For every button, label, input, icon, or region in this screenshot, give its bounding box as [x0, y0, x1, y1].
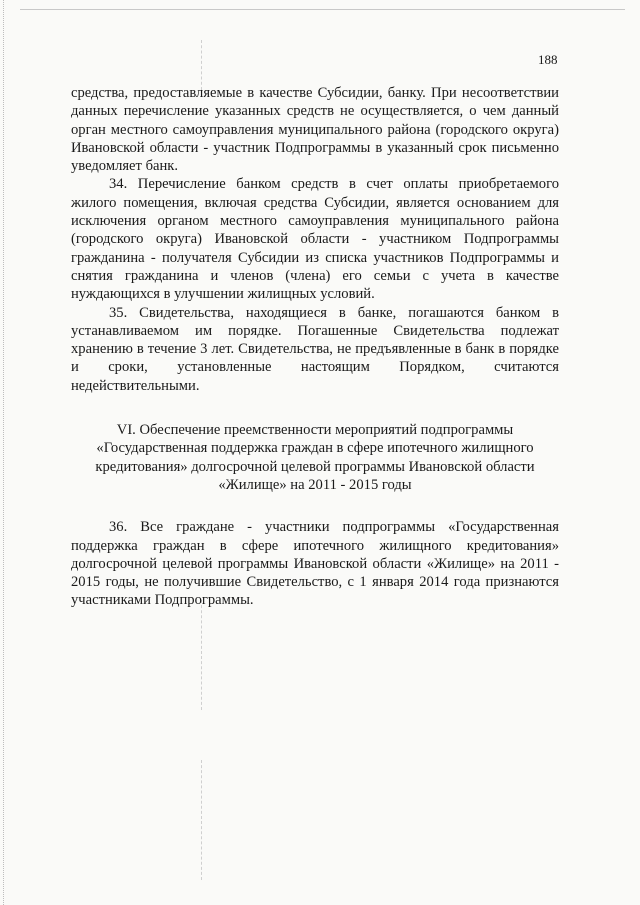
scan-left-edge	[3, 0, 4, 905]
paragraph-34: 34. Перечисление банком средств в счет оплаты приобретаемого жилого помещения, включая средства Субсидии, является основанием для исключения органом местного самоуправления муниципального района (городского округа) Ивановской области - участником Подпрограммы гражданина - получателя Субсидии из списка участников Подпрограммы и снятия гражданина и членов (члена) его семьи с учета в качестве нуждающихся в улучшении жилищных условий.	[71, 176, 559, 303]
paragraph-35: 35. Свидетельства, находящиеся в банке, погашаются банком в устанавливаемом им порядке. Погашенные Свидетельства подлежат хранению в течение 3 лет. Свидетельства, не предъявленные в банк в порядке и сроки, установленные настоящим Порядком, считаются недействительными.	[71, 304, 559, 394]
page-number: 188	[538, 52, 558, 67]
document-body	[71, 84, 559, 610]
scan-fold-line	[201, 40, 202, 90]
paragraph-continuation: средства, предоставляемые в качестве Субсидии, банку. При несоответствии данных перечисление указанных средств не осуществляется, о чем данный орган местного самоуправления муниципального района (городского округа) Ивановской области - участник Подпрограммы в указанный срок письменно уведомляет банк.	[71, 85, 559, 175]
scan-fold-line	[201, 760, 202, 880]
scan-top-edge	[20, 9, 625, 10]
scan-fold-line	[201, 600, 202, 710]
section-heading: VI. Обеспечение преемственности мероприятий подпрограммы «Государственная поддержка граждан в сфере ипотечного жилищного кредитования» долгосрочной целевой программы Ивановской области «Жилище» на 2011 - 2015 годы	[95, 422, 535, 493]
paragraph-36: 36. Все граждане - участники подпрограммы «Государственная поддержка граждан в сфере ипотечного жилищного кредитования» долгосрочной целевой программы Ивановской области «Жилище» на 2011 - 2015 годы, не получившие Свидетельство, с 1 января 2014 года признаются участниками Подпрограммы.	[71, 519, 559, 609]
